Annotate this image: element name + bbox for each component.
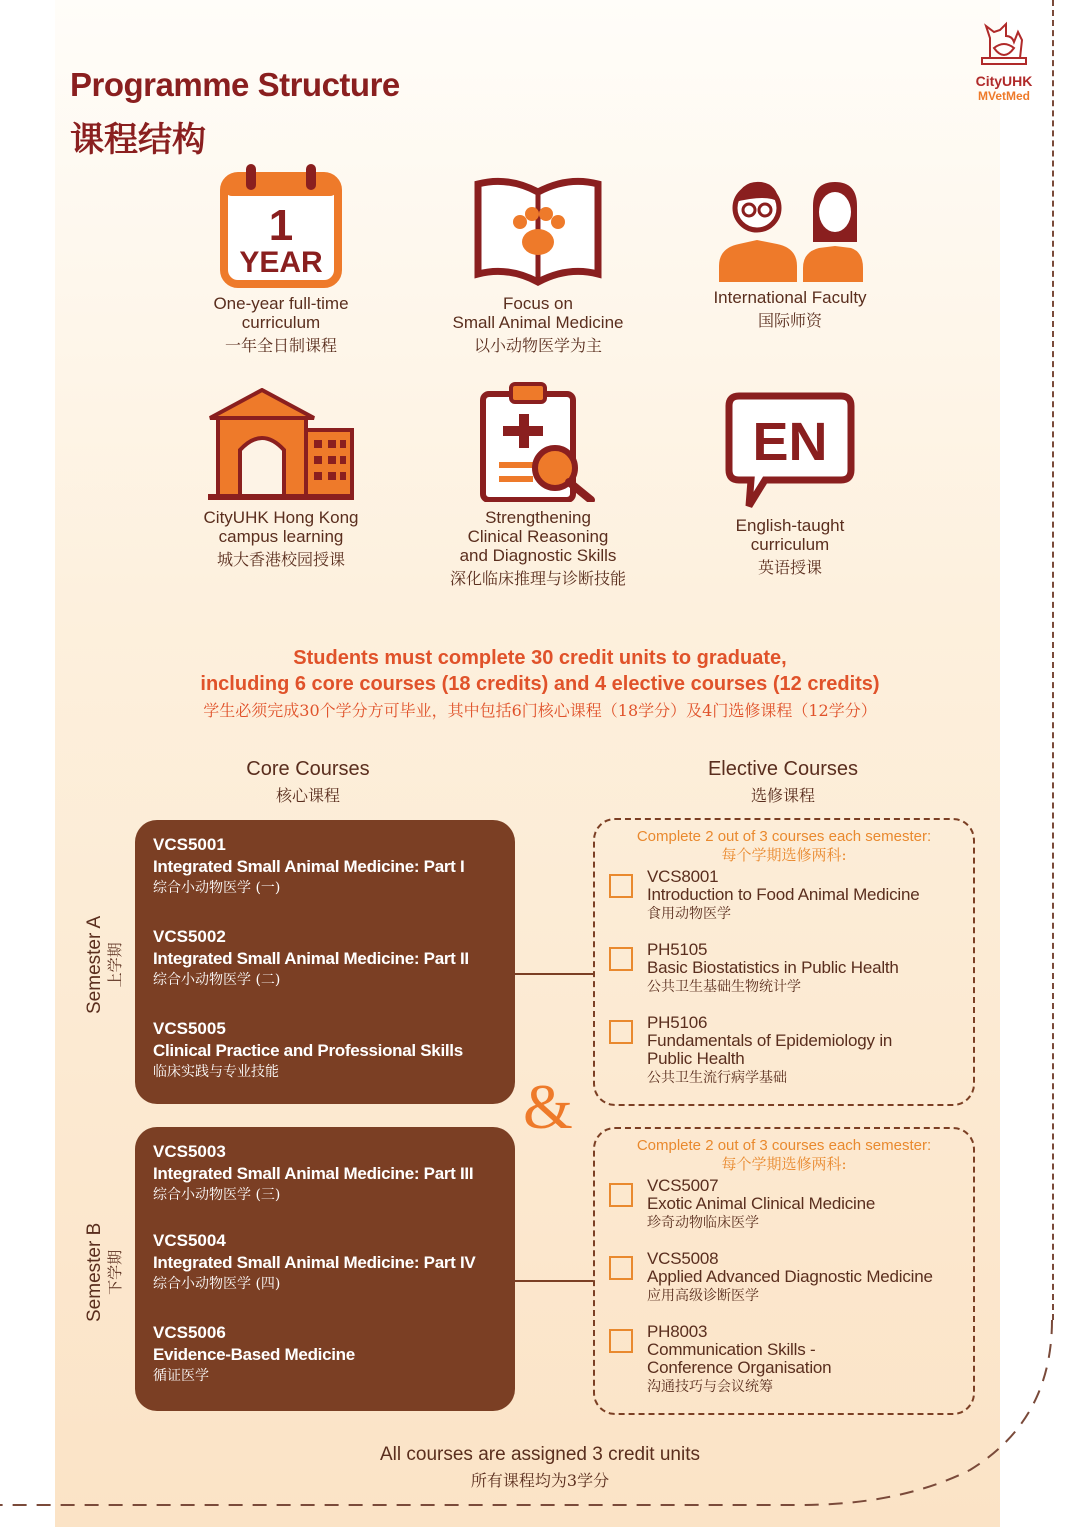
feature-label-zh: 英语授课 <box>757 558 822 577</box>
semester-b-zh: 下学期 <box>106 1249 124 1295</box>
feature-label-zh: 深化临床推理与诊断技能 <box>449 569 626 588</box>
core-courses-semester-b <box>135 1127 515 1411</box>
core-course <box>153 1230 503 1294</box>
core-heading-zh: 核心课程 <box>275 786 340 805</box>
course-name-zh: 综合小动物医学 (二) <box>153 972 281 988</box>
feature-small-animal <box>408 176 668 356</box>
course-code: PH8003 <box>647 1322 708 1341</box>
elective-courses-heading <box>653 758 913 806</box>
feature-label: International Faculty <box>713 288 867 307</box>
semester-b-label <box>84 1223 124 1322</box>
course-code: VCS5002 <box>153 927 226 946</box>
core-course <box>153 926 503 990</box>
graduation-requirement <box>100 645 980 723</box>
course-name: Integrated Small Animal Medicine: Part II <box>153 949 469 968</box>
course-code: VCS5003 <box>153 1142 226 1161</box>
feature-label: English-taught curriculum <box>735 516 845 554</box>
course-name-zh: 沟通技巧与会议统筹 <box>647 1379 773 1395</box>
course-name-zh: 综合小动物医学 (四) <box>153 1276 281 1292</box>
feature-label-zh: 国际师资 <box>757 311 822 330</box>
course-code: VCS8001 <box>647 867 719 886</box>
course-name-zh: 公共卫生流行病学基础 <box>647 1070 787 1086</box>
course-code: VCS5001 <box>153 835 226 854</box>
feature-label: Focus on Small Animal Medicine <box>452 294 624 332</box>
core-course <box>153 1141 503 1205</box>
requirement-zh: 学生必须完成30个学分方可毕业，其中包括6门核心课程（18学分）及4门选修课程（12学分） <box>203 701 877 720</box>
campus-building-icon <box>206 388 356 502</box>
elective-rule <box>595 1137 973 1173</box>
core-courses-semester-a <box>135 820 515 1104</box>
elective-courses-semester-a <box>593 818 975 1106</box>
clipboard-magnifier-icon <box>473 380 603 502</box>
course-code: VCS5007 <box>647 1176 719 1195</box>
core-course <box>153 834 503 898</box>
feature-label-zh: 以小动物医学为主 <box>473 336 602 355</box>
connector-line-b <box>515 1280 593 1282</box>
connector-line-a <box>515 973 593 975</box>
svg-text:1: 1 <box>268 201 294 250</box>
course-code: VCS5005 <box>153 1019 226 1038</box>
feature-clinical-reasoning <box>408 380 668 589</box>
course-name-zh: 循证医学 <box>153 1368 209 1384</box>
semester-a-en: Semester A <box>84 915 105 1014</box>
feature-campus <box>151 388 411 570</box>
course-name-zh: 食用动物医学 <box>647 906 731 922</box>
course-name-zh: 临床实践与专业技能 <box>153 1064 279 1080</box>
faculty-people-icon <box>715 172 865 282</box>
feature-label: CityUHK Hong Kong campus learning <box>203 508 359 546</box>
feature-label-zh: 城大香港校园授课 <box>216 550 345 569</box>
credit-note <box>300 1444 780 1491</box>
svg-text:EN: EN <box>752 412 828 472</box>
course-name: Applied Advanced Diagnostic Medicine <box>647 1267 933 1286</box>
cat-dog-logo-icon <box>976 18 1032 68</box>
page-title-zh: 课程结构 <box>70 120 206 160</box>
credit-note-en: All courses are assigned 3 credit units <box>380 1444 700 1465</box>
page-title: Programme Structure <box>70 66 400 103</box>
course-name: Introduction to Food Animal Medicine <box>647 885 920 904</box>
course-name-zh: 综合小动物医学 (一) <box>153 880 281 896</box>
course-name: Integrated Small Animal Medicine: Part I <box>153 857 465 876</box>
elective-rule-zh: 每个学期选修两科: <box>721 1155 847 1173</box>
core-courses-heading <box>178 758 438 806</box>
paw-book-icon <box>468 176 608 288</box>
course-name-zh: 应用高级诊断医学 <box>647 1288 759 1304</box>
course-name: Fundamentals of Epidemiology in Public Health <box>647 1031 893 1068</box>
course-code: PH5105 <box>647 940 708 959</box>
elective-rule <box>595 828 973 864</box>
course-code: VCS5006 <box>153 1323 226 1342</box>
requirement-line-2: including 6 core courses (18 credits) and 4 elective courses (12 credits) <box>200 673 880 695</box>
course-code: VCS5004 <box>153 1231 226 1250</box>
course-name: Basic Biostatistics in Public Health <box>647 958 899 977</box>
feature-one-year <box>151 162 411 356</box>
elective-checkbox[interactable] <box>609 947 633 971</box>
course-name-zh: 公共卫生基础生物统计学 <box>647 979 801 995</box>
calendar-icon <box>216 162 346 288</box>
course-name-zh: 综合小动物医学 (三) <box>153 1187 281 1203</box>
semester-a-label <box>84 916 124 1014</box>
core-heading-en: Core Courses <box>246 758 370 780</box>
course-code: VCS5008 <box>647 1249 719 1268</box>
course-name: Evidence-Based Medicine <box>153 1345 355 1364</box>
feature-label: Strengthening Clinical Reasoning and Diagnostic Skills <box>459 508 617 565</box>
course-name: Integrated Small Animal Medicine: Part III <box>153 1164 474 1183</box>
svg-text:YEAR: YEAR <box>239 246 323 279</box>
elective-rule-en: Complete 2 out of 3 courses each semester: <box>636 1137 932 1154</box>
course-name: Exotic Animal Clinical Medicine <box>647 1194 876 1213</box>
credit-note-zh: 所有课程均为3学分 <box>470 1471 610 1490</box>
core-course <box>153 1018 503 1082</box>
elective-checkbox[interactable] <box>609 1020 633 1044</box>
logo-text-mvetmed: MVetMed <box>977 89 1030 103</box>
feature-english-taught <box>660 392 920 578</box>
feature-international-faculty <box>660 172 920 331</box>
requirement-line-1: Students must complete 30 credit units to graduate, <box>293 647 787 669</box>
semester-b-en: Semester B <box>84 1222 105 1322</box>
elective-rule-zh: 每个学期选修两科: <box>721 846 847 864</box>
elective-heading-zh: 选修课程 <box>750 786 815 805</box>
core-course <box>153 1322 503 1386</box>
elective-heading-en: Elective Courses <box>707 758 859 780</box>
logo-text-cityuhk: CityUHK <box>975 73 1033 89</box>
course-name-zh: 珍奇动物临床医学 <box>647 1215 759 1231</box>
feature-label-zh: 一年全日制课程 <box>224 336 337 355</box>
course-name: Clinical Practice and Professional Skills <box>153 1041 463 1060</box>
feature-label: One-year full-time curriculum <box>213 294 349 332</box>
elective-rule-en: Complete 2 out of 3 courses each semester: <box>636 828 932 845</box>
course-name: Integrated Small Animal Medicine: Part IV <box>153 1253 476 1272</box>
semester-a-zh: 上学期 <box>106 942 124 988</box>
elective-checkbox[interactable] <box>609 1183 633 1207</box>
elective-courses-semester-b <box>593 1127 975 1415</box>
elective-checkbox[interactable] <box>609 1256 633 1280</box>
ampersand-symbol: & <box>523 1071 573 1142</box>
en-speech-bubble-icon <box>725 392 855 510</box>
course-name: Communication Skills - Conference Organisation <box>647 1340 832 1377</box>
cityuhk-logo <box>966 18 1042 103</box>
elective-checkbox[interactable] <box>609 1329 633 1353</box>
course-code: PH5106 <box>647 1013 708 1032</box>
elective-checkbox[interactable] <box>609 874 633 898</box>
